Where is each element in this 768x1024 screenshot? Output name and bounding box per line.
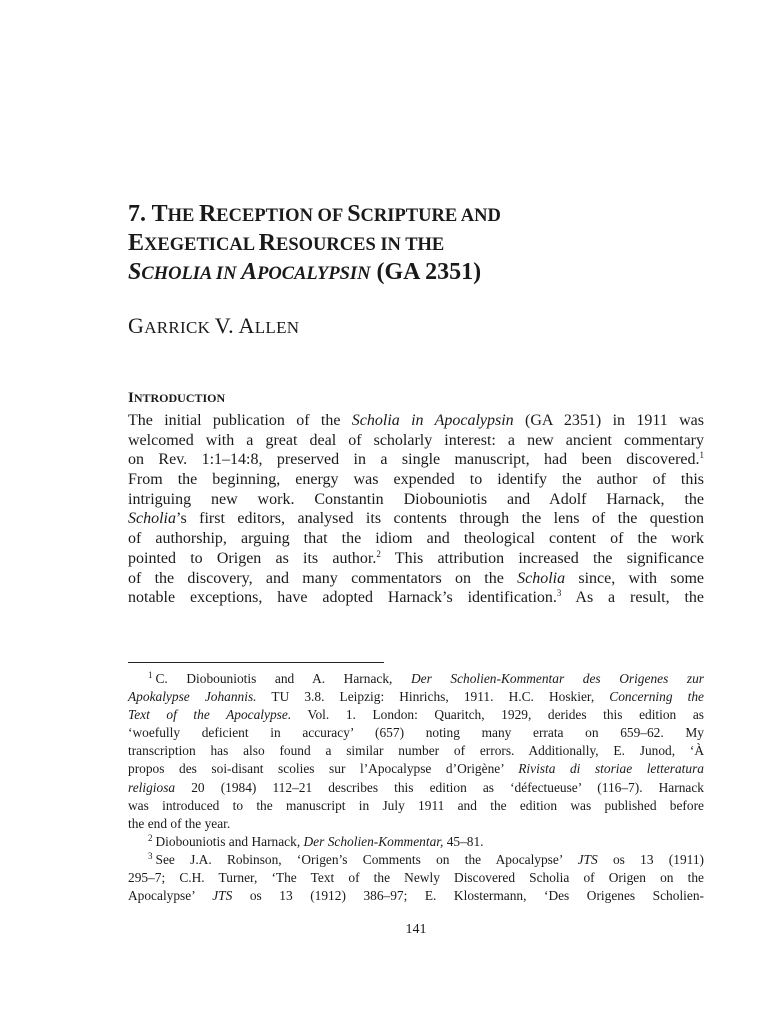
body-line [128, 431, 704, 451]
title-smallcaps: CHOLIA IN [141, 264, 242, 284]
footnote-line [128, 779, 704, 797]
body-text-run: (GA 2351) in 1911 was [513, 412, 704, 429]
footnote-text: 295–7; C.H. Turner, ‘The Text of the Newly Discovered Scholia of Origen on the [128, 870, 704, 886]
title-smallcaps: ESOURCES IN THE [276, 235, 445, 255]
body-paragraph [128, 411, 704, 608]
footnote-italic: Rivista di storiae letteratura [518, 761, 704, 777]
body-text-run: of the discovery, and many commentators on the [128, 569, 518, 587]
footnote-italic: Apokalypse Johannis. [128, 689, 257, 705]
footnote-separator [128, 662, 384, 663]
author-cap: A [238, 313, 255, 338]
body-line [128, 450, 704, 470]
footnote-1 [128, 670, 704, 688]
footnote-italic: JTS [212, 888, 233, 904]
footnote-ref-2[interactable]: 2 [376, 548, 381, 559]
footnote-3 [128, 851, 704, 869]
footnote-text: propos des soi-disant scolies sur l’Apocalypse d’Origène’ [128, 761, 519, 777]
footnote-text: Vol. 1. London: Quaritch, 1929, derides this edition as [291, 707, 704, 723]
section-heading-introduction [128, 390, 225, 407]
title-smallcaps: XEGETICAL [144, 235, 259, 255]
body-line [128, 411, 704, 431]
footnote-italic: Concerning the [609, 689, 704, 705]
footnote-text: C. Diobouniotis and A. Harnack, [155, 671, 411, 686]
footnote-line [128, 760, 704, 778]
footnote-text: Apocalypse’ [128, 888, 213, 904]
footnote-italic: JTS [577, 851, 598, 867]
footnote-text: TU 3.8. Leipzig: Hinrichs, 1911. H.C. Hoskier, [256, 689, 610, 705]
footnote-text: 45–81. [443, 833, 484, 849]
footnote-italic: Der Scholien-Kommentar des Origenes zur [410, 671, 705, 686]
body-line [128, 569, 704, 589]
body-text-run: As a result, the [561, 589, 704, 607]
body-text-run: on Rev. 1:1–14:8, preserved in a single manuscript, had been discovered. [128, 451, 700, 469]
title-cap: A [241, 259, 258, 285]
body-text-run: since, with some [565, 569, 705, 587]
footnote-line [128, 706, 704, 724]
chapter-title [128, 201, 704, 288]
author-initial: V. [214, 313, 239, 338]
body-line [128, 549, 704, 569]
footnote-text: transcription has also found a similar number of errors. Additionally, E. Junod, ‘À [128, 743, 704, 759]
title-smallcaps: HE [167, 206, 199, 226]
chapter-title-line-1 [128, 201, 704, 230]
footnotes [128, 670, 704, 905]
author-cap: G [128, 313, 145, 338]
footnote-text: 20 (1984) 112–21 describes this edition as ‘défectueuse’ (116–7). Harnack [175, 779, 704, 795]
footnote-italic: Der Scholien-Kommentar, [303, 833, 444, 849]
title-smallcaps: CRIPTURE AND [360, 206, 501, 226]
body-text-run: welcomed with a great deal of scholarly interest: a new ancient commentary [128, 431, 704, 449]
title-smallcaps: POCALYPSIN [257, 264, 371, 284]
author-smallcaps: ARRICK [144, 318, 215, 337]
footnote-text: os 13 (1912) 386–97; E. Klostermann, ‘Des Origenes Scholien- [232, 888, 704, 904]
body-line [128, 470, 704, 490]
footnote-line [128, 724, 704, 742]
body-line [128, 529, 704, 549]
title-cap: S [128, 259, 142, 285]
footnote-text: Diobouniotis and Harnack, [155, 833, 304, 849]
footnote-italic: religiosa [128, 779, 176, 795]
footnote-text: the end of the year. [128, 815, 231, 831]
footnote-text: ‘woefully deficient in accuracy’ (657) noting many errata on 659–62. My [128, 725, 704, 741]
footnote-2 [128, 833, 704, 851]
title-cap: R [198, 201, 217, 227]
footnote-ref-3[interactable]: 3 [556, 588, 562, 599]
footnote-italic: Text of the Apocalypse. [128, 707, 292, 723]
chapter-title-line-3 [128, 259, 704, 288]
footnote-line [128, 815, 704, 833]
footnote-ref-1[interactable]: 1 [699, 450, 704, 461]
body-text-run: intriguing new work. Constantin Diobouniotis and Adolf Harnack, the [128, 490, 704, 508]
body-italic-run: Scholia in Apocalypsin [351, 412, 514, 429]
title-manuscript-id: (GA 2351) [370, 259, 482, 285]
footnote-number: 3 [148, 850, 153, 861]
chapter-title-line-2 [128, 230, 704, 259]
body-line [128, 509, 704, 529]
title-cap: S [347, 201, 361, 227]
footnote-text: was introduced to the manuscript in July 1911 and the edition was published before [128, 797, 704, 813]
footnote-number: 1 [148, 670, 153, 680]
body-italic-run: Scholia [517, 569, 566, 587]
footnote-text: os 13 (1911) [597, 851, 705, 867]
body-text-run: This attribution increased the significance [380, 549, 705, 567]
body-line [128, 588, 704, 608]
footnote-text: See J.A. Robinson, ‘Origen’s Comments on the Apocalypse’ [155, 851, 578, 867]
body-italic-run: Scholia [128, 510, 176, 528]
title-cap: R [258, 230, 276, 256]
title-cap: E [128, 230, 145, 256]
chapter-number: 7. [128, 201, 152, 227]
author-name [128, 313, 704, 339]
footnote-line [128, 797, 704, 815]
footnote-line [128, 887, 704, 905]
footnote-line [128, 688, 704, 706]
body-text-run: of authorship, arguing that the idiom and theological content of the work [128, 530, 704, 548]
footnote-line [128, 742, 704, 760]
body-line [128, 490, 704, 510]
page-number: 141 [405, 922, 427, 937]
body-text-run: ’s first editors, analysed its contents through the lens of the question [176, 510, 704, 528]
title-smallcaps: ECEPTION OF [216, 206, 348, 226]
body-text-run: From the beginning, energy was expended to identify the author of this [128, 471, 704, 489]
footnote-line [128, 869, 704, 887]
author-smallcaps: LLEN [254, 318, 300, 337]
heading-smallcaps: NTRODUCTION [133, 391, 226, 405]
heading-cap: I [128, 390, 134, 406]
body-text-run: pointed to Origen as its author. [128, 549, 377, 567]
body-text-run: notable exceptions, have adopted Harnack’s identification. [128, 589, 557, 607]
footnote-number: 2 [148, 832, 153, 843]
body-text-run: The initial publication of the [128, 412, 352, 429]
title-cap: T [151, 201, 168, 227]
